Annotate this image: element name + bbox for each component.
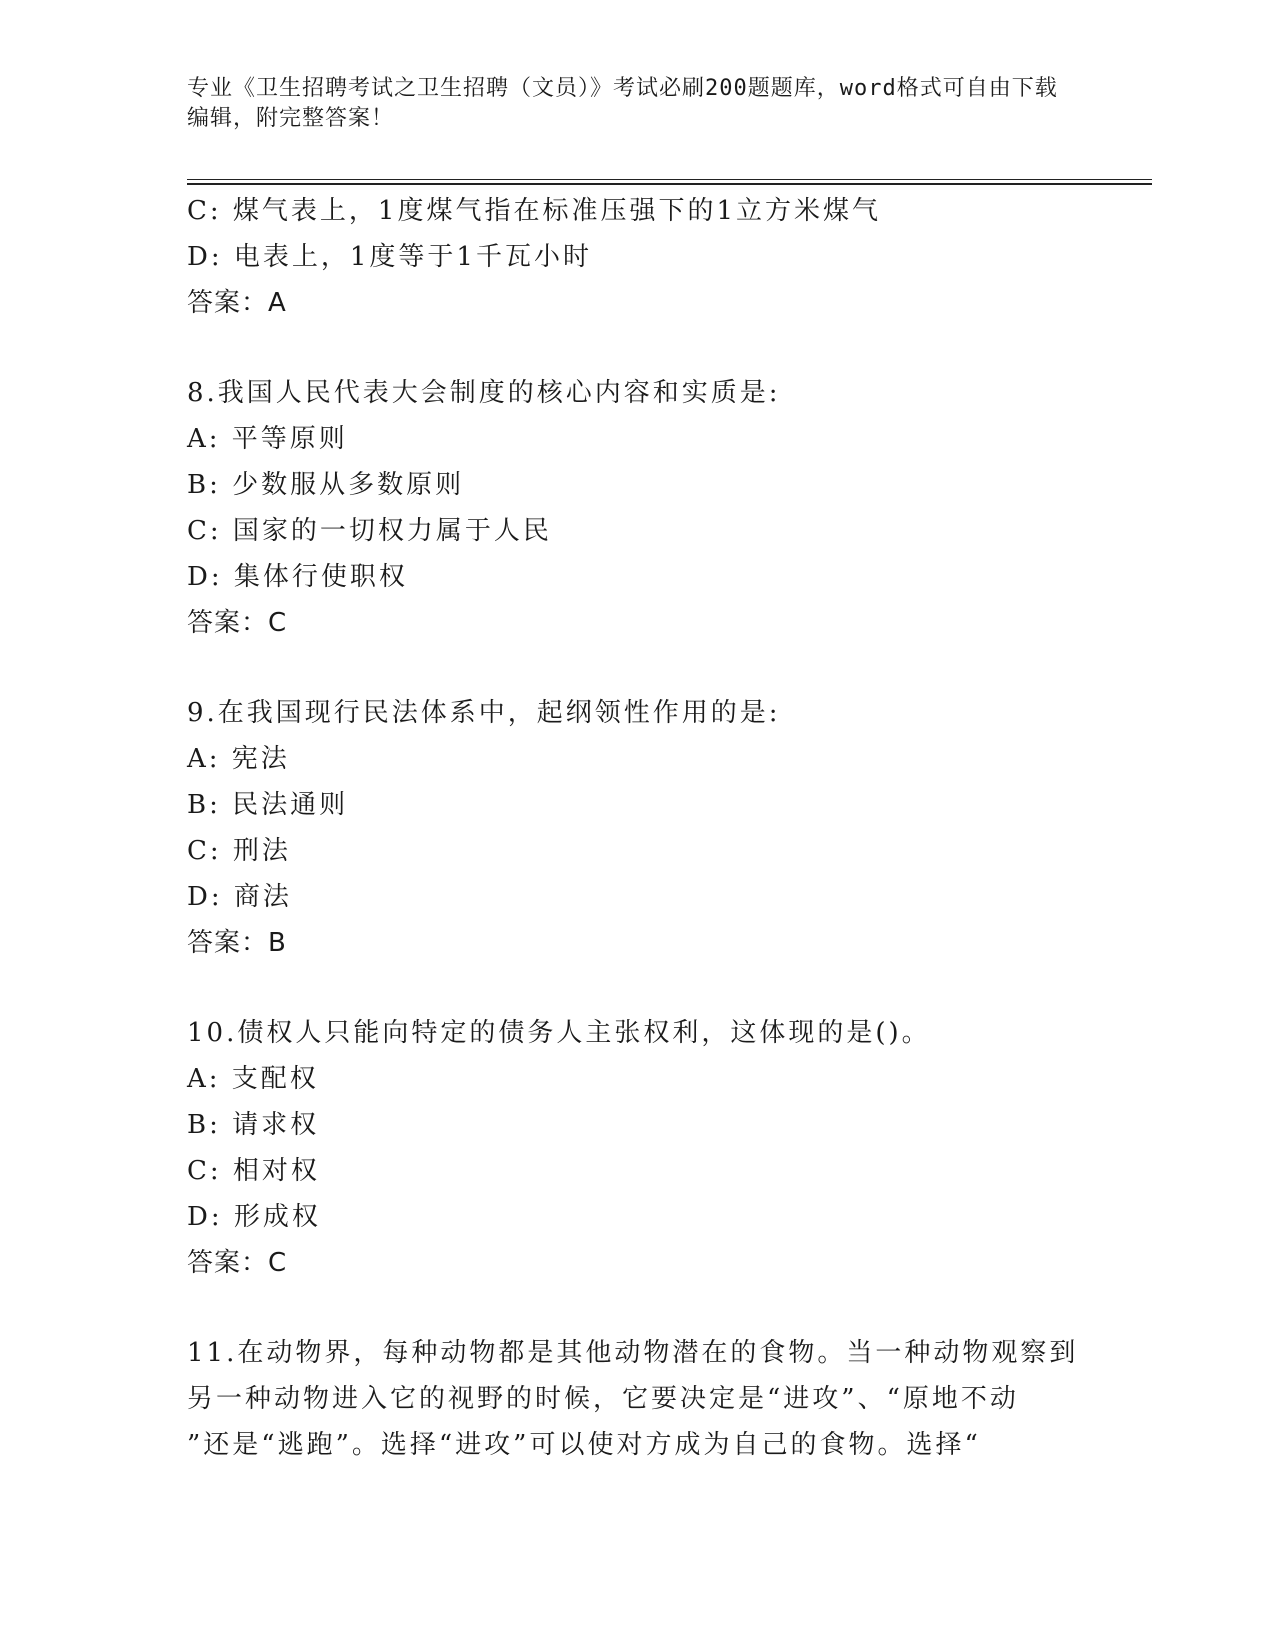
question-stem: 10.债权人只能向特定的债务人主张权利，这体现的是()。 [187, 1018, 931, 1048]
question-8 [187, 370, 1087, 646]
option-b: B: 民法通则 [187, 790, 349, 820]
option-c: C: 刑法 [187, 836, 291, 866]
question-stem: 8.我国人民代表大会制度的核心内容和实质是: [187, 378, 781, 408]
question-9 [187, 690, 1087, 966]
header-rule-thin [187, 179, 1152, 180]
option-c: C: 国家的一切权力属于人民 [187, 516, 552, 546]
option-b: B: 少数服从多数原则 [187, 470, 465, 500]
question-7-continued [187, 188, 1087, 326]
option-a: A: 平等原则 [187, 424, 348, 454]
option-b: B: 请求权 [187, 1110, 320, 1140]
question-stem-line-3: ”还是“逃跑”。选择“进攻”可以使对方成为自己的食物。选择“ [187, 1430, 981, 1460]
header-rule-thick [187, 183, 1152, 185]
question-stem: 9.在我国现行民法体系中，起纲领性作用的是: [187, 698, 781, 728]
question-10 [187, 1010, 1087, 1286]
document-header: 专业《卫生招聘考试之卫生招聘（文员）》考试必刷200题题库，word格式可自由下载编辑，附完整答案！ [187, 76, 1058, 131]
option-d: D: 商法 [187, 882, 292, 912]
question-stem-line-1: 11.在动物界，每种动物都是其他动物潜在的食物。当一种动物观察到 [187, 1338, 1079, 1368]
answer-line: 答案：C [187, 608, 288, 638]
answer-line: 答案：A [187, 288, 287, 318]
option-d: D: 集体行使职权 [187, 562, 408, 592]
option-c: C: 煤气表上，1度煤气指在标准压强下的1立方米煤气 [187, 196, 882, 226]
document-body [187, 188, 1087, 1468]
option-c: C: 相对权 [187, 1156, 320, 1186]
option-d: D: 形成权 [187, 1202, 321, 1232]
question-stem-line-2: 另一种动物进入它的视野的时候，它要决定是“进攻”、“原地不动 [187, 1384, 1019, 1414]
option-a: A: 宪法 [187, 744, 290, 774]
answer-line: 答案：B [187, 928, 287, 958]
question-11 [187, 1330, 1087, 1468]
answer-line: 答案：C [187, 1248, 288, 1278]
option-a: A: 支配权 [187, 1064, 319, 1094]
option-d: D: 电表上，1度等于1千瓦小时 [187, 242, 592, 272]
